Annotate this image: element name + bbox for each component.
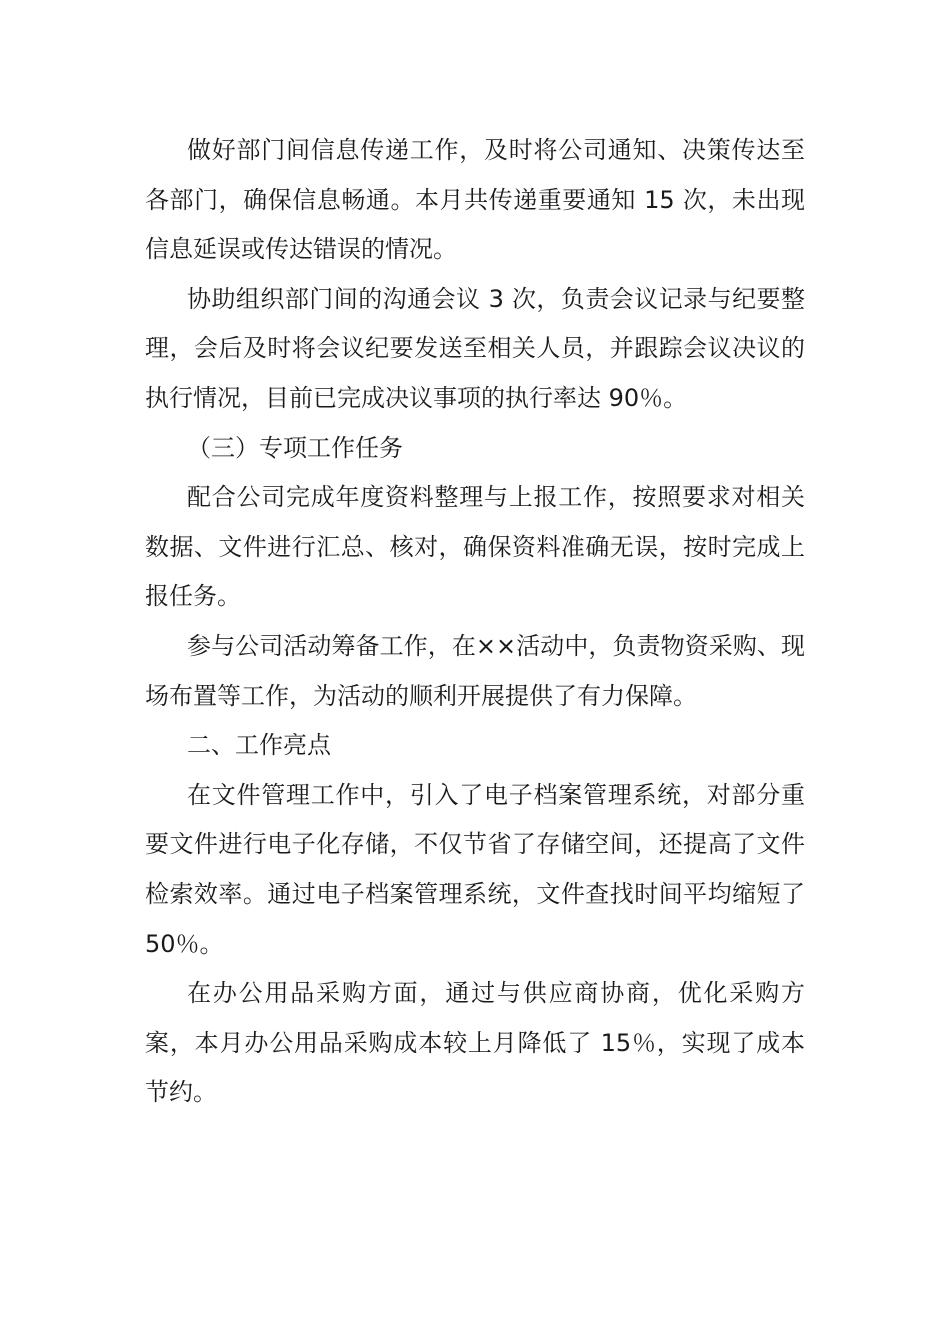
section-heading-special-tasks: （三）专项工作任务 — [187, 433, 403, 462]
document-body — [145, 126, 805, 1118]
paragraph-meetings: 协助组织部门间的沟通会议 3 次，负责会议记录与纪要整理，会后及时将会议纪要发送至相关人员，并跟踪会议决议的执行情况，目前已完成决议事项的执行率达 90％。 — [145, 284, 805, 412]
section-heading-highlights: 二、工作亮点 — [187, 731, 331, 760]
paragraph-office-supplies: 在办公用品采购方面，通过与供应商协商，优化采购方案，本月办公用品采购成本较上月降低了 15％，实现了成本节约。 — [145, 979, 805, 1107]
paragraph-annual-materials: 配合公司完成年度资料整理与上报工作，按照要求对相关数据、文件进行汇总、核对，确保资料准确无误，按时完成上报任务。 — [145, 483, 805, 611]
paragraph-info-transmission: 做好部门间信息传递工作，及时将公司通知、决策传达至各部门，确保信息畅通。本月共传递重要通知 15 次，未出现信息延误或传达错误的情况。 — [145, 136, 805, 264]
paragraph-electronic-archives: 在文件管理工作中，引入了电子档案管理系统，对部分重要文件进行电子化存储，不仅节省了存储空间，还提高了文件检索效率。通过电子档案管理系统，文件查找时间平均缩短了 50％。 — [145, 780, 805, 958]
paragraph-event-preparation: 参与公司活动筹备工作，在××活动中，负责物资采购、现场布置等工作，为活动的顺利开展提供了有力保障。 — [145, 631, 805, 710]
